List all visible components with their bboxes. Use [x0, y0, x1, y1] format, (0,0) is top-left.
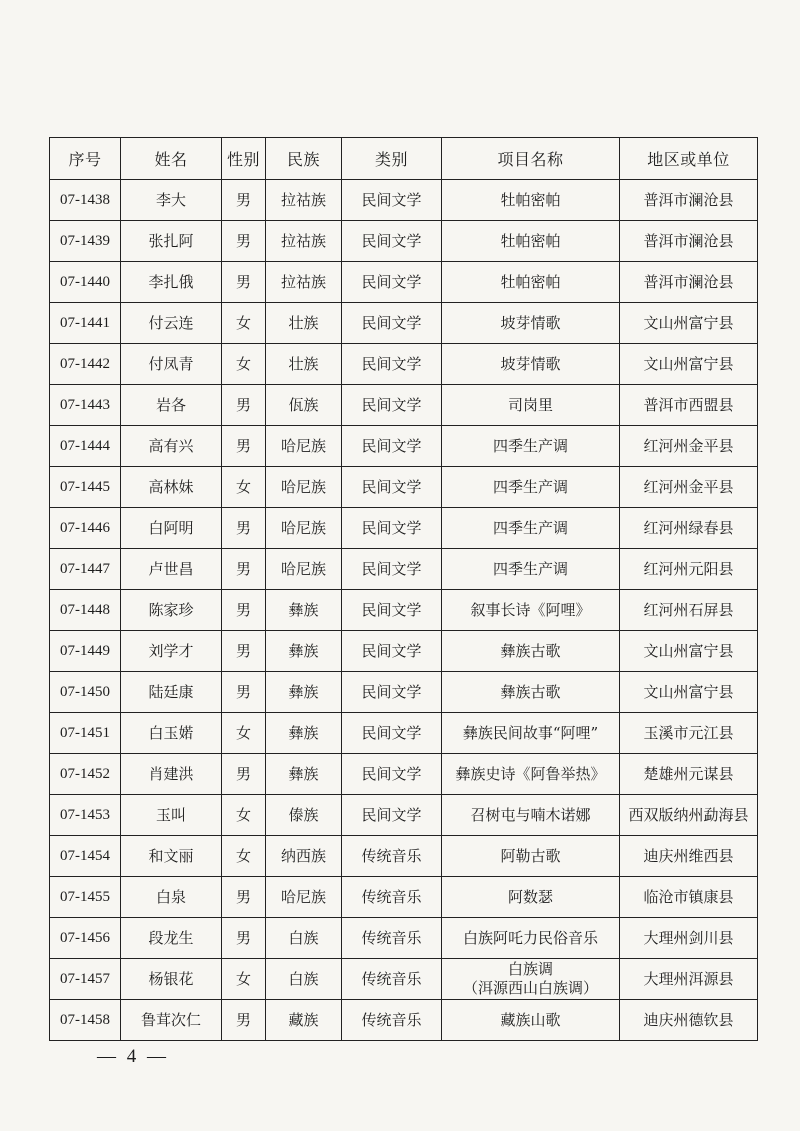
- cell-project: 四季生产调: [442, 426, 620, 467]
- cell-ethnicity: 白族: [266, 959, 342, 1000]
- cell-ethnicity: 哈尼族: [266, 877, 342, 918]
- cell-category: 民间文学: [342, 631, 442, 672]
- cell-ethnicity: 傣族: [266, 795, 342, 836]
- cell-category: 民间文学: [342, 508, 442, 549]
- cell-category: 传统音乐: [342, 959, 442, 1000]
- cell-gender: 女: [222, 836, 266, 877]
- cell-region: 红河州金平县: [620, 467, 758, 508]
- cell-name: 高林妹: [121, 467, 222, 508]
- cell-project: [442, 959, 620, 1000]
- cell-category: 民间文学: [342, 549, 442, 590]
- table-row: [50, 344, 758, 385]
- table-row: [50, 672, 758, 713]
- cell-gender: 男: [222, 221, 266, 262]
- cell-gender: 男: [222, 631, 266, 672]
- inheritor-table: [49, 137, 758, 1041]
- page-number: — 4 —: [97, 1046, 169, 1067]
- project-name-subline: （洱源西山白族调）: [462, 979, 598, 997]
- cell-region: 普洱市澜沧县: [620, 180, 758, 221]
- cell-region: 迪庆州德钦县: [620, 1000, 758, 1041]
- cell-ethnicity: 彝族: [266, 713, 342, 754]
- cell-ethnicity: 壮族: [266, 344, 342, 385]
- cell-id: 07-1442: [50, 344, 121, 385]
- cell-gender: 女: [222, 713, 266, 754]
- cell-ethnicity: 彝族: [266, 631, 342, 672]
- cell-project: 彝族古歌: [442, 672, 620, 713]
- table-row: [50, 303, 758, 344]
- cell-project: 白族阿吒力民俗音乐: [442, 918, 620, 959]
- table-row: [50, 877, 758, 918]
- cell-project: 藏族山歌: [442, 1000, 620, 1041]
- table-row: [50, 918, 758, 959]
- cell-category: 传统音乐: [342, 918, 442, 959]
- cell-project: 四季生产调: [442, 549, 620, 590]
- cell-ethnicity: 壮族: [266, 303, 342, 344]
- cell-project: 牡帕密帕: [442, 221, 620, 262]
- table-row: [50, 959, 758, 1000]
- cell-ethnicity: 拉祜族: [266, 221, 342, 262]
- cell-project: 牡帕密帕: [442, 262, 620, 303]
- cell-id: 07-1450: [50, 672, 121, 713]
- cell-gender: 男: [222, 877, 266, 918]
- table-row: [50, 590, 758, 631]
- cell-region: 文山州富宁县: [620, 344, 758, 385]
- cell-project: 召树屯与喃木诺娜: [442, 795, 620, 836]
- cell-project: 彝族民间故事“阿哩”: [442, 713, 620, 754]
- cell-region: 玉溪市元江县: [620, 713, 758, 754]
- cell-name: 张扎阿: [121, 221, 222, 262]
- cell-ethnicity: 彝族: [266, 754, 342, 795]
- cell-region: 文山州富宁县: [620, 672, 758, 713]
- cell-gender: 女: [222, 467, 266, 508]
- cell-gender: 女: [222, 344, 266, 385]
- cell-id: 07-1444: [50, 426, 121, 467]
- cell-id: 07-1440: [50, 262, 121, 303]
- cell-name: 陆廷康: [121, 672, 222, 713]
- cell-category: 民间文学: [342, 467, 442, 508]
- cell-category: 民间文学: [342, 590, 442, 631]
- cell-ethnicity: 哈尼族: [266, 467, 342, 508]
- cell-region: 红河州石屏县: [620, 590, 758, 631]
- cell-ethnicity: 彝族: [266, 590, 342, 631]
- cell-category: 传统音乐: [342, 877, 442, 918]
- cell-id: 07-1441: [50, 303, 121, 344]
- table-header-row: [50, 138, 758, 180]
- cell-gender: 女: [222, 959, 266, 1000]
- table-row: [50, 1000, 758, 1041]
- column-header: 序号: [50, 138, 121, 180]
- cell-region: 大理州洱源县: [620, 959, 758, 1000]
- cell-region: 普洱市澜沧县: [620, 221, 758, 262]
- cell-region: 文山州富宁县: [620, 631, 758, 672]
- cell-project: 阿勒古歌: [442, 836, 620, 877]
- cell-region: 普洱市西盟县: [620, 385, 758, 426]
- cell-name: 段龙生: [121, 918, 222, 959]
- cell-ethnicity: 彝族: [266, 672, 342, 713]
- column-header: 姓名: [121, 138, 222, 180]
- cell-region: 普洱市澜沧县: [620, 262, 758, 303]
- cell-ethnicity: 哈尼族: [266, 508, 342, 549]
- cell-category: 民间文学: [342, 713, 442, 754]
- cell-name: 李扎俄: [121, 262, 222, 303]
- cell-id: 07-1443: [50, 385, 121, 426]
- cell-name: 付凤青: [121, 344, 222, 385]
- cell-region: 大理州剑川县: [620, 918, 758, 959]
- column-header: 地区或单位: [620, 138, 758, 180]
- cell-category: 民间文学: [342, 303, 442, 344]
- cell-name: 卢世昌: [121, 549, 222, 590]
- cell-name: 付云连: [121, 303, 222, 344]
- table-row: [50, 754, 758, 795]
- cell-name: 和文丽: [121, 836, 222, 877]
- table-body: [50, 180, 758, 1041]
- cell-region: 西双版纳州勐海县: [620, 795, 758, 836]
- cell-id: 07-1457: [50, 959, 121, 1000]
- cell-region: 迪庆州维西县: [620, 836, 758, 877]
- column-header: 民族: [266, 138, 342, 180]
- cell-project: 叙事长诗《阿哩》: [442, 590, 620, 631]
- cell-id: 07-1456: [50, 918, 121, 959]
- cell-ethnicity: 哈尼族: [266, 549, 342, 590]
- table-row: [50, 713, 758, 754]
- table-row: [50, 795, 758, 836]
- cell-gender: 男: [222, 426, 266, 467]
- cell-ethnicity: 哈尼族: [266, 426, 342, 467]
- cell-id: 07-1438: [50, 180, 121, 221]
- cell-project: 司岗里: [442, 385, 620, 426]
- cell-category: 传统音乐: [342, 836, 442, 877]
- cell-gender: 男: [222, 508, 266, 549]
- cell-category: 民间文学: [342, 795, 442, 836]
- cell-name: 高有兴: [121, 426, 222, 467]
- cell-id: 07-1446: [50, 508, 121, 549]
- cell-name: 肖建洪: [121, 754, 222, 795]
- column-header: 项目名称: [442, 138, 620, 180]
- cell-region: 红河州元阳县: [620, 549, 758, 590]
- cell-gender: 男: [222, 180, 266, 221]
- cell-id: 07-1445: [50, 467, 121, 508]
- cell-project: 坡芽情歌: [442, 344, 620, 385]
- cell-project: 阿数瑟: [442, 877, 620, 918]
- table-row: [50, 836, 758, 877]
- cell-gender: 女: [222, 303, 266, 344]
- cell-id: 07-1458: [50, 1000, 121, 1041]
- cell-category: 民间文学: [342, 385, 442, 426]
- cell-name: 岩各: [121, 385, 222, 426]
- cell-ethnicity: 拉祜族: [266, 180, 342, 221]
- cell-name: 杨银花: [121, 959, 222, 1000]
- cell-category: 民间文学: [342, 221, 442, 262]
- cell-gender: 男: [222, 385, 266, 426]
- cell-id: 07-1453: [50, 795, 121, 836]
- cell-region: 红河州绿春县: [620, 508, 758, 549]
- cell-gender: 女: [222, 795, 266, 836]
- cell-name: 白泉: [121, 877, 222, 918]
- table-row: [50, 549, 758, 590]
- project-name-line: 白族调: [507, 960, 553, 979]
- cell-id: 07-1448: [50, 590, 121, 631]
- table-row: [50, 631, 758, 672]
- cell-id: 07-1449: [50, 631, 121, 672]
- cell-gender: 男: [222, 549, 266, 590]
- cell-category: 民间文学: [342, 344, 442, 385]
- cell-ethnicity: 纳西族: [266, 836, 342, 877]
- cell-name: 玉叫: [121, 795, 222, 836]
- table-row: [50, 508, 758, 549]
- column-header: 性别: [222, 138, 266, 180]
- cell-name: 李大: [121, 180, 222, 221]
- cell-gender: 男: [222, 262, 266, 303]
- cell-id: 07-1454: [50, 836, 121, 877]
- cell-gender: 男: [222, 1000, 266, 1041]
- cell-gender: 男: [222, 672, 266, 713]
- cell-id: 07-1447: [50, 549, 121, 590]
- cell-id: 07-1451: [50, 713, 121, 754]
- cell-category: 民间文学: [342, 672, 442, 713]
- cell-name: 鲁茸次仁: [121, 1000, 222, 1041]
- cell-region: 文山州富宁县: [620, 303, 758, 344]
- cell-ethnicity: 拉祜族: [266, 262, 342, 303]
- cell-name: 陈家珍: [121, 590, 222, 631]
- table-row: [50, 180, 758, 221]
- cell-category: 民间文学: [342, 180, 442, 221]
- column-header: 类别: [342, 138, 442, 180]
- cell-name: 刘学才: [121, 631, 222, 672]
- cell-project: 四季生产调: [442, 467, 620, 508]
- cell-category: 民间文学: [342, 262, 442, 303]
- cell-gender: 男: [222, 590, 266, 631]
- cell-name: 白阿明: [121, 508, 222, 549]
- cell-category: 民间文学: [342, 426, 442, 467]
- cell-project: 坡芽情歌: [442, 303, 620, 344]
- cell-ethnicity: 佤族: [266, 385, 342, 426]
- table-row: [50, 385, 758, 426]
- cell-project: 彝族古歌: [442, 631, 620, 672]
- cell-gender: 男: [222, 918, 266, 959]
- table-row: [50, 262, 758, 303]
- cell-name: 白玉婼: [121, 713, 222, 754]
- cell-region: 临沧市镇康县: [620, 877, 758, 918]
- cell-gender: 男: [222, 754, 266, 795]
- cell-id: 07-1455: [50, 877, 121, 918]
- cell-project: 牡帕密帕: [442, 180, 620, 221]
- cell-id: 07-1439: [50, 221, 121, 262]
- cell-region: 楚雄州元谋县: [620, 754, 758, 795]
- cell-id: 07-1452: [50, 754, 121, 795]
- table-row: [50, 221, 758, 262]
- cell-category: 传统音乐: [342, 1000, 442, 1041]
- table-row: [50, 426, 758, 467]
- table-row: [50, 467, 758, 508]
- cell-region: 红河州金平县: [620, 426, 758, 467]
- cell-project: 四季生产调: [442, 508, 620, 549]
- cell-project: 彝族史诗《阿鲁举热》: [442, 754, 620, 795]
- cell-category: 民间文学: [342, 754, 442, 795]
- cell-ethnicity: 白族: [266, 918, 342, 959]
- cell-ethnicity: 藏族: [266, 1000, 342, 1041]
